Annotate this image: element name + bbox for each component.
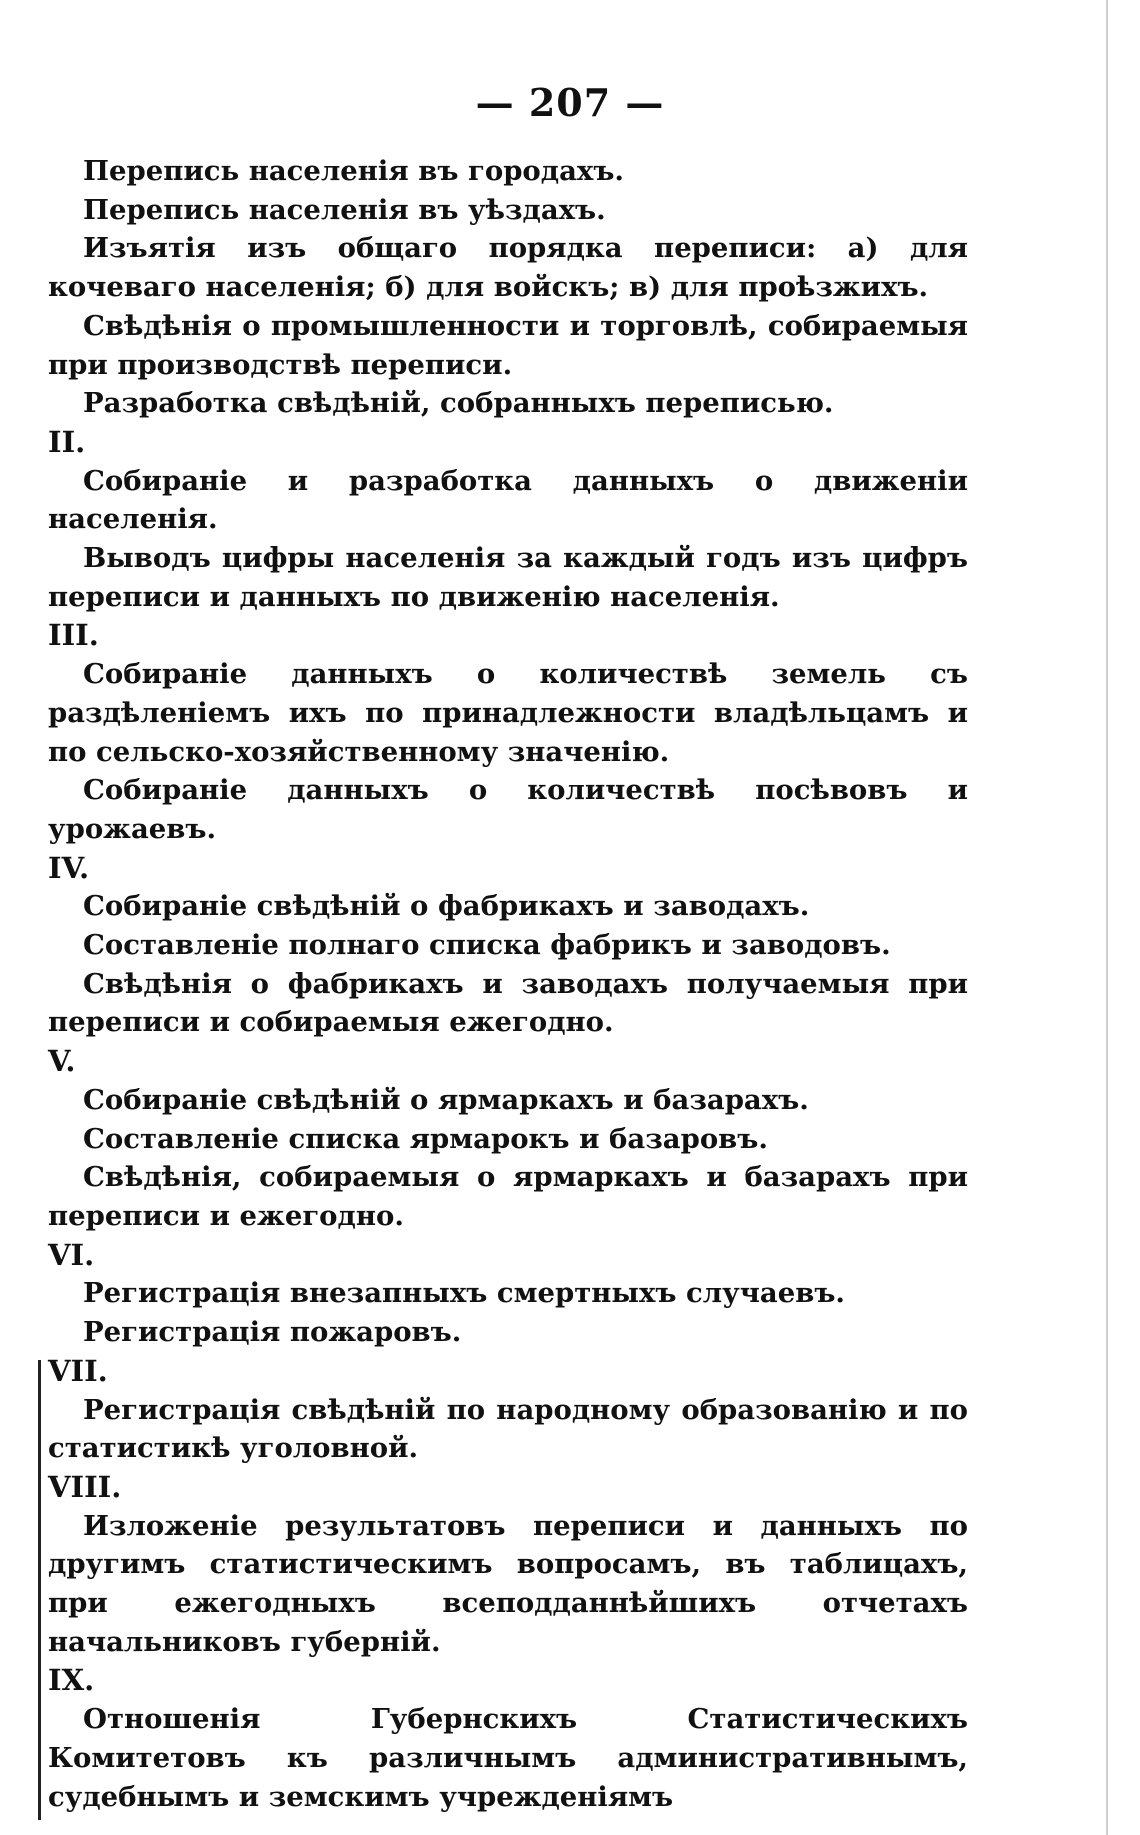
section-heading: VII.	[48, 1353, 108, 1388]
contents-entry: Собираніе данныхъ о количествѣ посѣвовъ и урожаевъ.	[48, 774, 968, 845]
contents-entry: Изъятія изъ общаго порядка переписи: а) для кочеваго населенія; б) для войскъ; в) для проѣзжихъ.	[48, 232, 968, 304]
section-heading: IX.	[48, 1663, 95, 1698]
contents-entry: Выводъ цифры населенія за каждый годъ изъ цифръ переписи и данныхъ по движенію населенія.	[48, 542, 968, 613]
contents-entry: Собираніе и разработка данныхъ о движеніи населенія.	[48, 464, 968, 536]
section-heading: VI.	[48, 1237, 95, 1272]
contents-entry: Составленіе списка ярмарокъ и базаровъ.	[83, 1122, 768, 1155]
table-of-contents-text	[48, 152, 968, 1816]
contents-entry: Регистрація пожаровъ.	[83, 1316, 462, 1349]
contents-entry: Свѣдѣнія о фабрикахъ и заводахъ получаемыя при переписи и собираемыя ежегодно.	[48, 967, 968, 1039]
section-heading: III.	[48, 618, 99, 653]
section-heading: II.	[48, 424, 86, 459]
contents-entry: Регистрація внезапныхъ смертныхъ случаевъ.	[83, 1277, 846, 1310]
contents-entry: Собираніе свѣдѣній о ярмаркахъ и базарахъ.	[83, 1083, 809, 1116]
contents-entry: Составленіе полнаго списка фабрикъ и заводовъ.	[83, 929, 891, 962]
page-edge-line	[1106, 0, 1108, 1835]
contents-entry: Регистрація свѣдѣній по народному образованію и по статистикѣ уголовной.	[48, 1393, 968, 1465]
section-heading: V.	[48, 1044, 76, 1079]
contents-entry: Перепись населенія въ городахъ.	[83, 155, 624, 187]
contents-entry: Собираніе данныхъ о количествѣ земель съ раздѣленіемъ ихъ по принадлежности владѣльцамъ и по сельско-хозяйственному значенію.	[48, 658, 968, 768]
contents-entry: Перепись населенія въ уѣздахъ.	[83, 193, 606, 226]
contents-entry: Изложеніе результатовъ переписи и данныхъ по другимъ статистическимъ вопросамъ, въ таблицахъ, при ежегодныхъ всеподданнѣйшихъ отчетахъ начальниковъ губерній.	[48, 1509, 968, 1658]
section-heading: VIII.	[48, 1469, 122, 1504]
binding-edge-line	[38, 1360, 41, 1820]
page-number: — 207 —	[475, 80, 665, 125]
section-heading: IV.	[48, 850, 90, 885]
contents-entry: Разработка свѣдѣній, собранныхъ переписью.	[83, 387, 834, 420]
contents-entry: Свѣдѣнія о промышленности и торговлѣ, собираемыя при производствѣ переписи.	[48, 309, 968, 381]
contents-entry: Свѣдѣнія, собираемыя о ярмаркахъ и базарахъ при переписи и ежегодно.	[48, 1161, 968, 1232]
contents-entry: Собираніе свѣдѣній о фабрикахъ и заводахъ.	[83, 890, 810, 923]
contents-entry: Отношенія Губернскихъ Статистическихъ Комитетовъ къ различнымъ административнымъ, судебнымъ и земскимъ учрежденіямъ	[48, 1703, 968, 1813]
